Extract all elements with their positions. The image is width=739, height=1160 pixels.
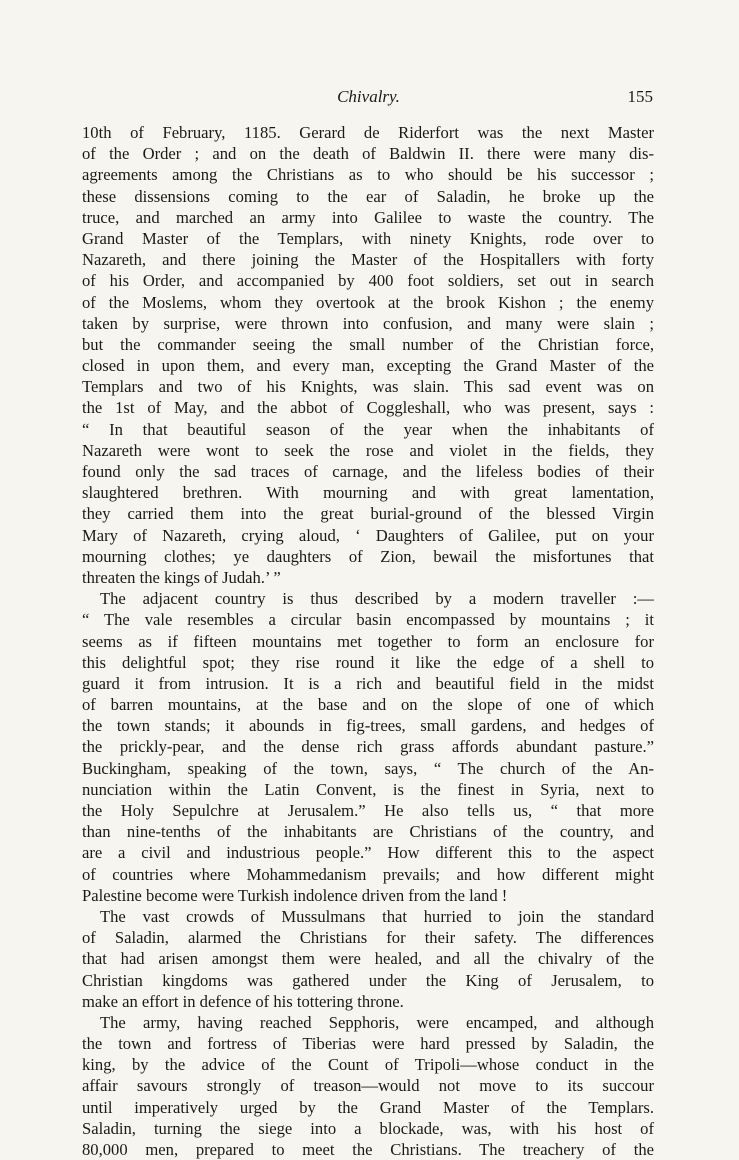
text-line: Nazareth were wont to seek the rose and violet in the fields, they bbox=[82, 440, 654, 460]
text-line: 10th of February, 1185. Gerard de Riderfort was the next Master bbox=[82, 123, 654, 142]
text-line: Buckingham, speaking of the town, says, “ The church of the An- bbox=[82, 758, 654, 778]
text-line: until imperatively urged by the Grand Master of the Templars. bbox=[82, 1097, 654, 1117]
text-line: The vast crowds of Mussulmans that hurried to join the standard bbox=[100, 906, 654, 926]
text-line: are a civil and industrious people.” How different this to the aspect bbox=[82, 843, 654, 863]
text-line: Palestine become were Turkish indolence driven from the land ! bbox=[82, 885, 508, 905]
text-line: the town stands; it abounds in fig-trees, small gardens, and hedges of bbox=[82, 716, 654, 736]
text-line: this delightful spot; they rise round it like the edge of a shell to bbox=[82, 652, 654, 672]
text-line: threaten the kings of Judah.’ ” bbox=[82, 567, 281, 587]
text-line: make an effort in defence of his tottering throne. bbox=[82, 991, 404, 1011]
text-line: of countries where Mohammedanism prevails; and how different might bbox=[82, 864, 654, 884]
text-line: the town and fortress of Tiberias were hard pressed by Saladin, the bbox=[82, 1034, 654, 1054]
text-line: Saladin, turning the siege into a blockade, was, with his host of bbox=[82, 1118, 654, 1138]
text-line: truce, and marched an army into Galilee to waste the country. The bbox=[82, 207, 654, 227]
text-line: than nine-tenths of the inhabitants are Christians of the country, and bbox=[82, 822, 654, 842]
text-line: Grand Master of the Templars, with ninety Knights, rode over to bbox=[82, 228, 654, 248]
text-line: seems as if fifteen mountains met together to form an enclosure for bbox=[82, 631, 654, 651]
text-line: these dissensions coming to the ear of Saladin, he broke up the bbox=[82, 186, 654, 206]
running-title: Chivalry. bbox=[337, 87, 400, 106]
text-line: 80,000 men, prepared to meet the Christians. The treachery of the bbox=[82, 1140, 654, 1159]
text-line: of the Moslems, whom they overtook at the brook Kishon ; the enemy bbox=[82, 292, 654, 312]
body-text bbox=[82, 122, 654, 1160]
text-line: but the commander seeing the small number of the Christian force, bbox=[82, 334, 654, 354]
text-line: Christian kingdoms was gathered under the King of Jerusalem, to bbox=[82, 970, 654, 990]
text-line: “ In that beautiful season of the year when the inhabitants of bbox=[82, 419, 654, 439]
text-line: The adjacent country is thus described by a modern traveller :— bbox=[100, 589, 654, 609]
text-line: that had arisen amongst them were healed, and all the chivalry of the bbox=[82, 949, 654, 969]
text-line: king, by the advice of the Count of Tripoli—whose conduct in the bbox=[82, 1055, 654, 1075]
text-line: closed in upon them, and every man, excepting the Grand Master of the bbox=[82, 356, 654, 376]
text-line: of his Order, and accompanied by 400 foot soldiers, set out in search bbox=[82, 271, 654, 291]
text-line: Mary of Nazareth, crying aloud, ‘ Daughters of Galilee, put on your bbox=[82, 525, 654, 545]
text-line: of the Order ; and on the death of Baldwin II. there were many dis- bbox=[82, 144, 654, 164]
text-line: of barren mountains, at the base and on the slope of one of which bbox=[82, 695, 654, 715]
text-line: “ The vale resembles a circular basin encompassed by mountains ; it bbox=[82, 610, 654, 630]
text-line: mourning clothes; ye daughters of Zion, bewail the misfortunes that bbox=[82, 546, 654, 566]
text-line: nunciation within the Latin Convent, is the finest in Syria, next to bbox=[82, 779, 654, 799]
text-line: the 1st of May, and the abbot of Coggleshall, who was present, says : bbox=[82, 398, 654, 418]
text-line: the prickly-pear, and the dense rich grass affords abundant pasture.” bbox=[82, 737, 654, 757]
text-line: they carried them into the great burial-ground of the blessed Virgin bbox=[82, 504, 654, 524]
text-line: found only the sad traces of carnage, and the lifeless bodies of their bbox=[82, 462, 654, 481]
text-line: agreements among the Christians as to who should be his successor ; bbox=[82, 165, 654, 185]
page-number: 155 bbox=[627, 87, 653, 106]
text-line: the Holy Sepulchre at Jerusalem.” He also tells us, “ that more bbox=[82, 801, 654, 820]
text-line: Nazareth, and there joining the Master of the Hospitallers with forty bbox=[82, 250, 654, 270]
running-head bbox=[84, 87, 653, 113]
text-line: The army, having reached Sepphoris, were encamped, and although bbox=[100, 1012, 654, 1032]
text-line: of Saladin, alarmed the Christians for their safety. The differences bbox=[82, 928, 654, 948]
text-line: slaughtered brethren. With mourning and with great lamentation, bbox=[82, 483, 654, 503]
text-line: taken by surprise, were thrown into confusion, and many were slain ; bbox=[82, 313, 654, 333]
text-line: affair savours strongly of treason—would not move to its succour bbox=[82, 1076, 654, 1096]
text-line: Templars and two of his Knights, was slain. This sad event was on bbox=[82, 377, 654, 397]
text-line: guard it from intrusion. It is a rich and beautiful field in the midst bbox=[82, 673, 654, 693]
